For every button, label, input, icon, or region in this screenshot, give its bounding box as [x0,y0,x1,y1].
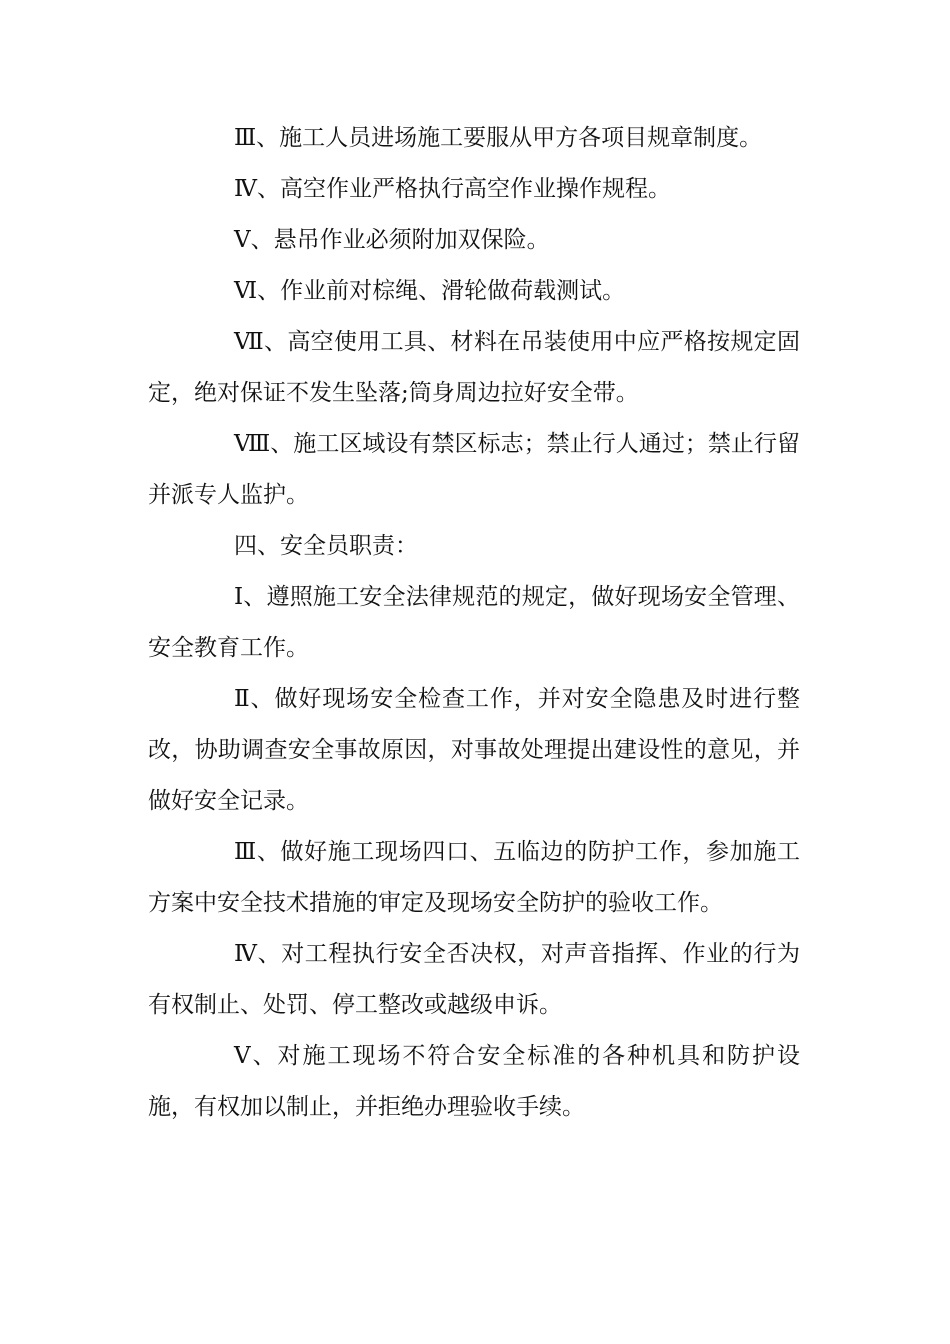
paragraph: Ⅲ、施工人员进场施工要服从甲方各项目规章制度。 [234,125,763,151]
paragraph: Ⅱ、做好现场安全检查工作，并对安全隐患及时进行整改，协助调查安全事故原因，对事故处理提出建设性的意见，并做好安全记录。 [148,686,800,814]
paragraph: Ⅴ、悬吊作业必须附加双保险。 [234,227,550,253]
section-heading: 四、安全员职责： [234,533,418,559]
paragraph: Ⅳ、高空作业严格执行高空作业操作规程。 [234,176,671,202]
paragraph: Ⅰ、遵照施工安全法律规范的规定，做好现场安全管理、安全教育工作。 [148,584,800,661]
document-body [148,113,800,1133]
paragraph: Ⅲ、做好施工现场四口、五临边的防护工作，参加施工方案中安全技术措施的审定及现场安全防护的验收工作。 [148,839,800,916]
paragraph: Ⅴ、对施工现场不符合安全标准的各种机具和防护设施，有权加以制止，并拒绝办理验收手续。 [148,1043,800,1120]
paragraph: Ⅳ、对工程执行安全否决权，对声音指挥、作业的行为有权制止、处罚、停工整改或越级申诉。 [148,941,800,1018]
paragraph: Ⅵ、作业前对棕绳、滑轮做荷载测试。 [234,278,626,304]
paragraph: Ⅶ、高空使用工具、材料在吊装使用中应严格按规定固定，绝对保证不发生坠落;筒身周边拉好安全带。 [148,329,800,406]
paragraph: Ⅷ、施工区域设有禁区标志；禁止行人通过；禁止行留并派专人监护。 [148,431,800,508]
